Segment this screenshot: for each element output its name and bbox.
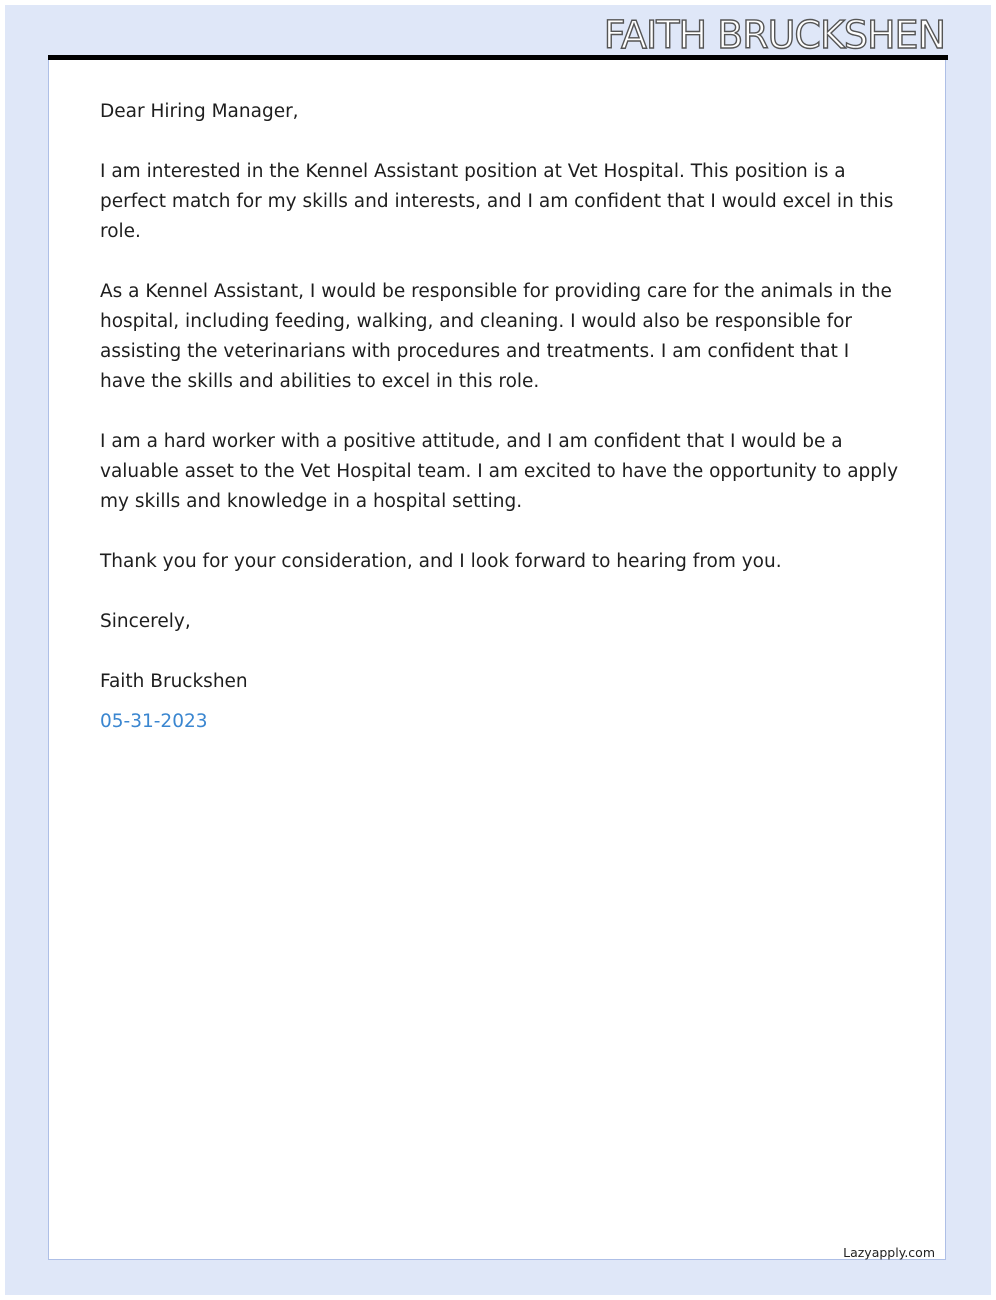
closing: Sincerely, <box>100 611 191 632</box>
letter-body <box>100 97 900 767</box>
paragraph-qualities: I am a hard worker with a positive attitude, and I am confident that I would be a valuable asset to the Vet Hospital team. I am excited to have the opportunity to apply my skills and knowledge in a hospital setting. <box>100 431 899 512</box>
salutation: Dear Hiring Manager, <box>100 101 299 122</box>
footer-watermark: Lazyapply.com <box>843 1245 935 1260</box>
paragraph-responsibilities: As a Kennel Assistant, I would be responsible for providing care for the animals in the hospital, including feeding, walking, and cleaning. I would also be responsible for assisting the veterinarians with procedures and treatments. I am confident that I have the skills and abilities to excel in this role. <box>100 281 892 392</box>
signature: Faith Bruckshen <box>100 671 248 692</box>
applicant-name-heading: FAITH BRUCKSHEN <box>603 13 945 57</box>
letter-date: 05-31-2023 <box>100 711 208 732</box>
paragraph-intro: I am interested in the Kennel Assistant position at Vet Hospital. This position is a perfect match for my skills and interests, and I am confident that I would excel in this role. <box>100 161 894 242</box>
paragraph-thanks: Thank you for your consideration, and I look forward to hearing from you. <box>100 551 782 572</box>
